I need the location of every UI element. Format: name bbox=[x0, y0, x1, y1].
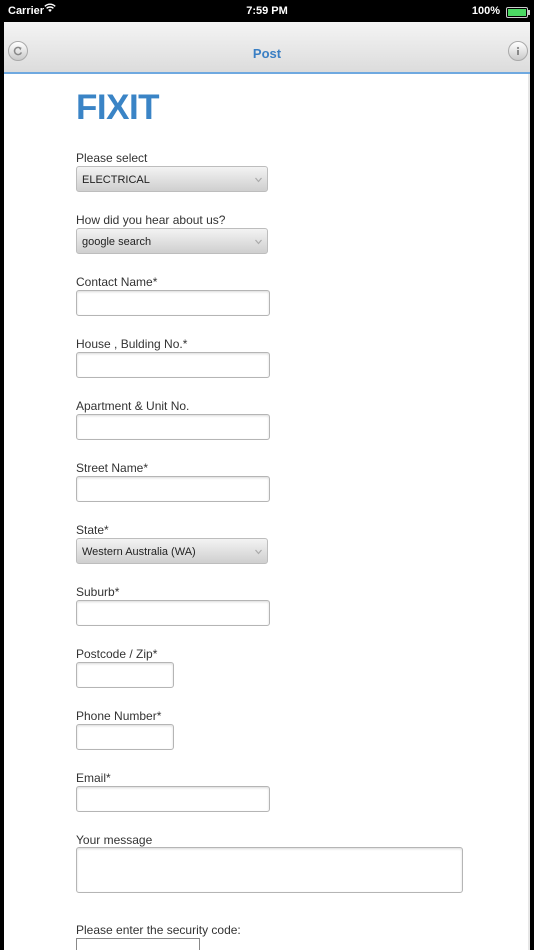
navigation-bar bbox=[4, 22, 530, 74]
referral-value: google search bbox=[82, 236, 152, 248]
carrier-label: Carrier bbox=[8, 5, 45, 17]
battery-percent: 100% bbox=[471, 5, 500, 17]
fixit-logo: FIXIT bbox=[76, 88, 160, 127]
security-code-image bbox=[76, 938, 200, 950]
chevron-down-icon bbox=[254, 237, 263, 246]
referral-label: How did you hear about us? bbox=[76, 213, 226, 227]
app-screen bbox=[4, 22, 530, 950]
message-textarea[interactable] bbox=[76, 847, 463, 893]
security-code-label: Please enter the security code: bbox=[76, 923, 241, 937]
state-label: State* bbox=[76, 523, 109, 537]
phone-label: Phone Number* bbox=[76, 709, 162, 723]
category-value: ELECTRICAL bbox=[82, 174, 150, 186]
state-value: Western Australia (WA) bbox=[82, 546, 196, 558]
phone-input[interactable] bbox=[76, 724, 174, 750]
email-label: Email* bbox=[76, 771, 111, 785]
street-label: Street Name* bbox=[76, 461, 149, 475]
house-no-input[interactable] bbox=[76, 352, 270, 378]
category-select[interactable] bbox=[76, 166, 268, 192]
message-label: Your message bbox=[76, 833, 153, 847]
house-no-label: House , Bulding No.* bbox=[76, 337, 188, 351]
apartment-input[interactable] bbox=[76, 414, 270, 440]
chevron-down-icon bbox=[254, 175, 263, 184]
status-bar bbox=[0, 0, 534, 22]
contact-name-label: Contact Name* bbox=[76, 275, 158, 289]
clock: 7:59 PM bbox=[246, 5, 288, 17]
postcode-label: Postcode / Zip* bbox=[76, 647, 158, 661]
info-icon bbox=[512, 45, 524, 57]
suburb-label: Suburb* bbox=[76, 585, 120, 599]
nav-title: Post bbox=[252, 46, 282, 61]
category-label: Please select bbox=[76, 151, 148, 165]
battery-icon bbox=[506, 7, 528, 18]
info-button[interactable] bbox=[508, 41, 528, 61]
chevron-down-icon bbox=[254, 547, 263, 556]
street-input[interactable] bbox=[76, 476, 270, 502]
suburb-input[interactable] bbox=[76, 600, 270, 626]
postcode-input[interactable] bbox=[76, 662, 174, 688]
state-select[interactable] bbox=[76, 538, 268, 564]
email-input[interactable] bbox=[76, 786, 270, 812]
referral-select[interactable] bbox=[76, 228, 268, 254]
contact-name-input[interactable] bbox=[76, 290, 270, 316]
scroll-edge bbox=[528, 74, 530, 950]
apartment-label: Apartment & Unit No. bbox=[76, 399, 190, 413]
